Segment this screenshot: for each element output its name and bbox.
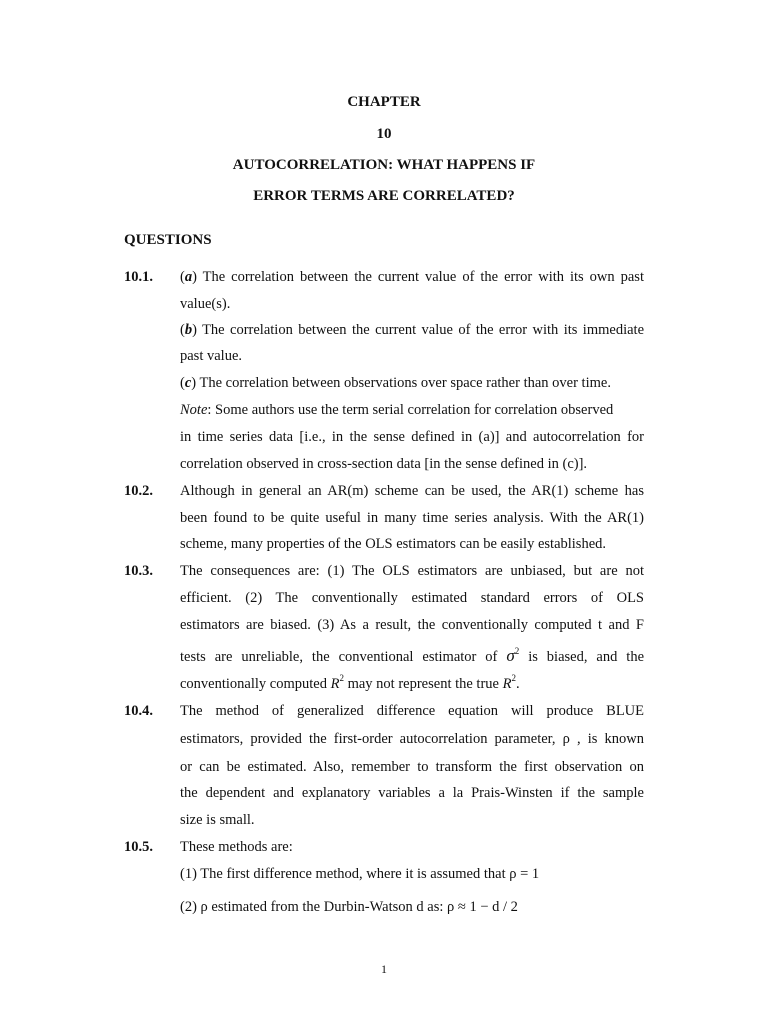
answer-10-4-line-2: estimators, provided the first-order autocorrelation parameter, ρ , is known xyxy=(180,731,644,747)
r-squared-exponent-2: 2 xyxy=(511,673,516,683)
page-number: 1 xyxy=(381,962,387,976)
answer-10-3-line-4 xyxy=(180,646,644,666)
note-line-1 xyxy=(180,402,613,419)
answer-10-1-a-text-1: The correlation between the current value of the error with its own past xyxy=(202,269,644,285)
answer-10-3-line-5-mid: may not represent the true xyxy=(347,676,499,692)
question-number-10-3: 10.3. xyxy=(124,563,153,579)
question-number-10-1: 10.1. xyxy=(124,269,153,285)
question-number-10-4: 10.4. xyxy=(124,703,153,719)
answer-10-2-line-2: been found to be quite useful in many time series analysis. With the AR(1) xyxy=(180,510,644,526)
section-heading: QUESTIONS xyxy=(124,232,212,248)
answer-10-4-line-1: The method of generalized difference equation will produce BLUE xyxy=(180,703,644,719)
answer-10-1-b-line-1: (b) The correlation between the current value of the error with its immediate xyxy=(180,322,644,338)
answer-10-5-line-2: (1) The first difference method, where it is assumed that ρ = 1 xyxy=(180,866,540,882)
answer-10-3-line-4-start: tests are unreliable, the conventional estimator of xyxy=(180,649,498,665)
r-squared-symbol-2: R xyxy=(502,676,512,692)
answer-10-1-b-text-1: The correlation between the current value of the error with its immediate xyxy=(202,322,644,338)
chapter-label: CHAPTER xyxy=(347,94,421,110)
part-c-label: c xyxy=(184,375,192,391)
sigma-symbol: σ xyxy=(506,646,515,665)
chapter-number: 10 xyxy=(376,126,392,142)
r-squared-exponent-1: 2 xyxy=(339,673,344,683)
answer-10-1-a-line-2: value(s). xyxy=(180,296,231,312)
answer-10-5-line-1: These methods are: xyxy=(180,839,293,855)
answer-10-4-line-4: the dependent and explanatory variables a la Prais-Winsten if the sample xyxy=(180,785,644,801)
part-a-label: a xyxy=(184,269,193,285)
question-number-10-5: 10.5. xyxy=(124,839,153,855)
note-text-1: : Some authors use the term serial correlation for correlation observed xyxy=(207,402,614,418)
answer-10-2-line-3: scheme, many properties of the OLS estimators can be easily established. xyxy=(180,536,607,552)
answer-10-1-a-line-1: (a) The correlation between the current value of the error with its own past xyxy=(180,269,644,285)
answer-10-4-line-5: size is small. xyxy=(180,812,255,828)
answer-10-3-line-2: efficient. (2) The conventionally estimated standard errors of OLS xyxy=(180,590,644,606)
answer-10-3-line-1: The consequences are: (1) The OLS estimators are unbiased, but are not xyxy=(180,563,644,579)
chapter-title-line-1: AUTOCORRELATION: WHAT HAPPENS IF xyxy=(232,157,536,173)
answer-10-1-c-text: The correlation between observations over space rather than over time. xyxy=(199,375,611,391)
answer-10-1-c-line: (c) The correlation between observations over space rather than over time. xyxy=(180,375,611,391)
answer-10-3-line-3: estimators are biased. (3) As a result, the conventionally computed t and F xyxy=(180,617,644,633)
answer-10-3-line-5-start: conventionally computed xyxy=(180,676,327,692)
answer-10-1-b-line-2: past value. xyxy=(180,348,243,364)
question-number-10-2: 10.2. xyxy=(124,483,153,499)
note-line-2: in time series data [i.e., in the sense defined in (a)] and autocorrelation for xyxy=(180,429,644,445)
answer-10-5-line-3: (2) ρ estimated from the Durbin-Watson d as: ρ ≈ 1 − d / 2 xyxy=(180,899,518,915)
note-line-3: correlation observed in cross-section data [in the sense defined in (c)]. xyxy=(180,456,588,472)
answer-10-2-line-1: Although in general an AR(m) scheme can be used, the AR(1) scheme has xyxy=(180,483,644,499)
answer-10-4-line-3: or can be estimated. Also, remember to transform the first observation on xyxy=(180,759,644,775)
r-squared-symbol-1: R xyxy=(330,676,340,692)
note-label: Note xyxy=(180,402,208,418)
chapter-title-line-2: ERROR TERMS ARE CORRELATED? xyxy=(253,188,515,204)
answer-10-3-line-4-end: is biased, and the xyxy=(528,649,645,665)
part-b-label: b xyxy=(184,322,193,338)
answer-10-3-line-5: conventionally computed $R^2$ may not represent the true $R^2$. xyxy=(180,673,520,692)
sigma-exponent: 2 xyxy=(514,646,520,656)
